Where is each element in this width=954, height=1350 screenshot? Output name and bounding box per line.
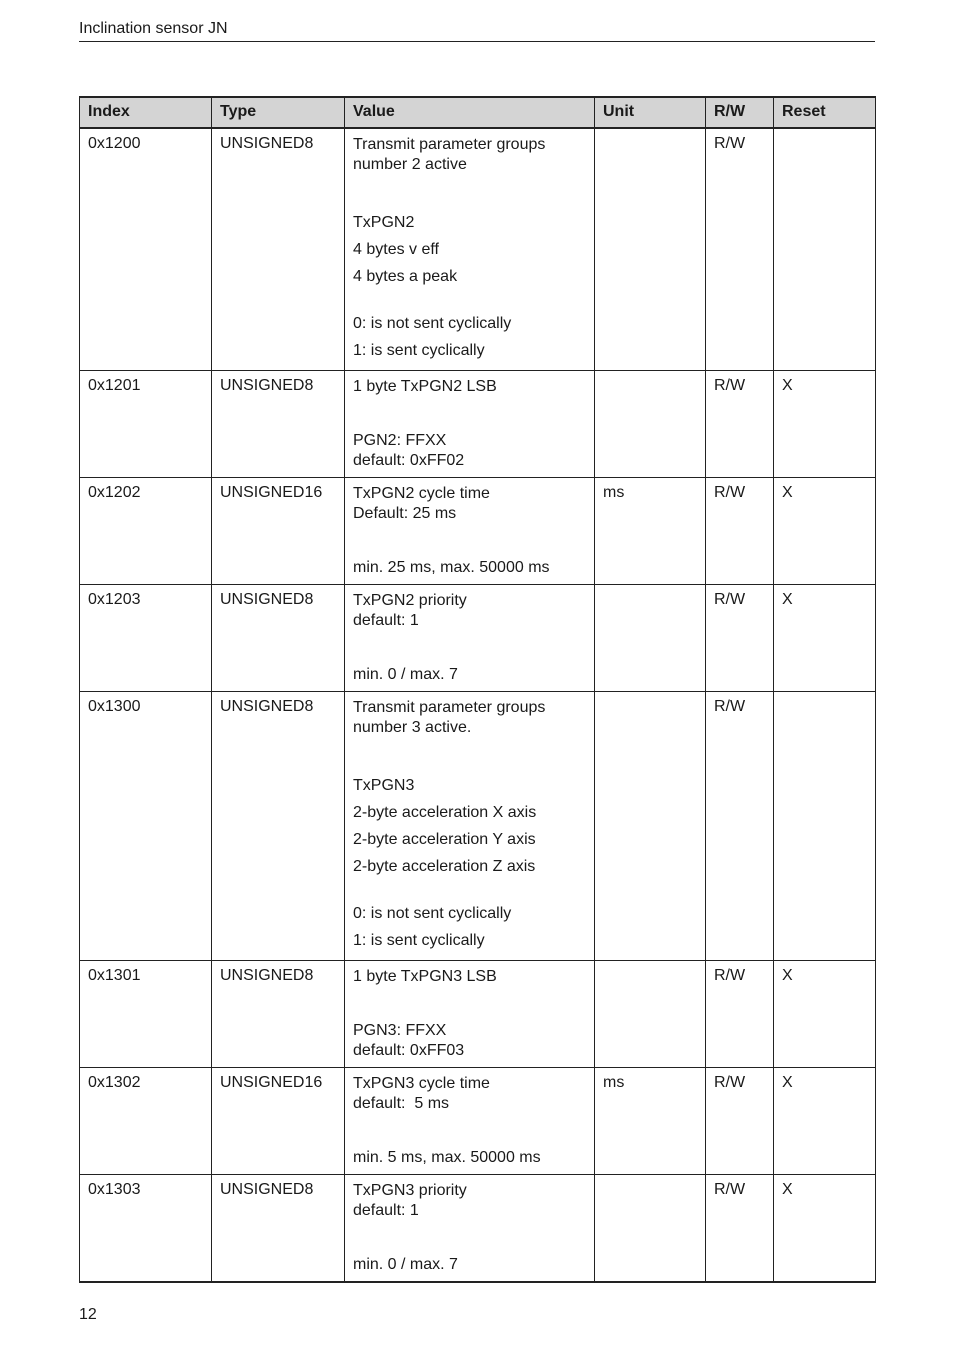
cell-value bbox=[345, 371, 595, 478]
value-line: 1: is sent cyclically bbox=[353, 342, 485, 359]
cell-rw: R/W bbox=[706, 1175, 774, 1283]
table-row bbox=[80, 1068, 876, 1175]
cell-unit: ms bbox=[595, 1068, 706, 1175]
cell-type: UNSIGNED8 bbox=[212, 371, 345, 478]
cell-type: UNSIGNED8 bbox=[212, 961, 345, 1068]
cell-rw: R/W bbox=[706, 371, 774, 478]
value-line: TxPGN2 cycle time bbox=[353, 485, 490, 502]
cell-unit bbox=[595, 585, 706, 692]
cell-type: UNSIGNED8 bbox=[212, 128, 345, 371]
value-line: min. 0 / max. 7 bbox=[353, 666, 458, 683]
value-line: Default: 25 ms bbox=[353, 505, 457, 522]
value-line: 2-byte acceleration Y axis bbox=[353, 831, 536, 848]
value-line: number 2 active bbox=[353, 156, 467, 173]
cell-type: UNSIGNED16 bbox=[212, 1068, 345, 1175]
value-line: number 3 active. bbox=[353, 719, 472, 736]
cell-reset: X bbox=[774, 478, 876, 585]
column-header-unit: Unit bbox=[595, 97, 706, 128]
value-line: TxPGN2 bbox=[353, 214, 415, 231]
cell-unit bbox=[595, 371, 706, 478]
column-header-type: Type bbox=[212, 97, 345, 128]
cell-reset: X bbox=[774, 1068, 876, 1175]
cell-unit bbox=[595, 128, 706, 371]
cell-index: 0x1203 bbox=[80, 585, 212, 692]
value-line: default: 1 bbox=[353, 612, 419, 629]
value-line: 4 bytes v eff bbox=[353, 241, 439, 258]
parameter-table bbox=[79, 96, 876, 1283]
value-line: default: 0xFF02 bbox=[353, 452, 465, 469]
cell-reset: X bbox=[774, 961, 876, 1068]
value-line: PGN2: FFXX bbox=[353, 432, 447, 449]
value-line: 0: is not sent cyclically bbox=[353, 905, 512, 922]
cell-value bbox=[345, 128, 595, 371]
page-header-title: Inclination sensor JN bbox=[79, 20, 875, 42]
table-row bbox=[80, 478, 876, 585]
table-row bbox=[80, 1175, 876, 1283]
cell-index: 0x1301 bbox=[80, 961, 212, 1068]
cell-type: UNSIGNED8 bbox=[212, 1175, 345, 1283]
table-row bbox=[80, 371, 876, 478]
cell-index: 0x1200 bbox=[80, 128, 212, 371]
table-row bbox=[80, 692, 876, 961]
value-line: PGN3: FFXX bbox=[353, 1022, 447, 1039]
cell-reset: X bbox=[774, 1175, 876, 1283]
column-header-rw: R/W bbox=[706, 97, 774, 128]
value-line: min. 25 ms, max. 50000 ms bbox=[353, 559, 550, 576]
cell-rw: R/W bbox=[706, 961, 774, 1068]
value-line: default: 1 bbox=[353, 1202, 419, 1219]
cell-value bbox=[345, 1175, 595, 1283]
value-line: default: 0xFF03 bbox=[353, 1042, 465, 1059]
cell-rw: R/W bbox=[706, 1068, 774, 1175]
table-row bbox=[80, 128, 876, 371]
cell-reset bbox=[774, 692, 876, 961]
value-line: 2-byte acceleration Z axis bbox=[353, 858, 536, 875]
cell-index: 0x1303 bbox=[80, 1175, 212, 1283]
cell-rw: R/W bbox=[706, 585, 774, 692]
cell-type: UNSIGNED8 bbox=[212, 585, 345, 692]
cell-value bbox=[345, 692, 595, 961]
cell-index: 0x1202 bbox=[80, 478, 212, 585]
column-header-index: Index bbox=[80, 97, 212, 128]
value-line: 1: is sent cyclically bbox=[353, 932, 485, 949]
value-line: min. 5 ms, max. 50000 ms bbox=[353, 1149, 541, 1166]
value-line: 2-byte acceleration X axis bbox=[353, 804, 537, 821]
value-line: TxPGN3 priority bbox=[353, 1182, 467, 1199]
cell-unit: ms bbox=[595, 478, 706, 585]
value-line: min. 0 / max. 7 bbox=[353, 1256, 458, 1273]
column-header-value: Value bbox=[345, 97, 595, 128]
value-line: 0: is not sent cyclically bbox=[353, 315, 512, 332]
cell-reset: X bbox=[774, 371, 876, 478]
value-line: TxPGN3 bbox=[353, 777, 415, 794]
cell-unit bbox=[595, 1175, 706, 1283]
cell-unit bbox=[595, 692, 706, 961]
value-line: 1 byte TxPGN2 LSB bbox=[353, 378, 497, 395]
value-line: TxPGN2 priority bbox=[353, 592, 467, 609]
column-header-reset: Reset bbox=[774, 97, 876, 128]
cell-type: UNSIGNED8 bbox=[212, 692, 345, 961]
cell-rw: R/W bbox=[706, 478, 774, 585]
table-row bbox=[80, 961, 876, 1068]
cell-unit bbox=[595, 961, 706, 1068]
cell-reset bbox=[774, 128, 876, 371]
value-line: 4 bytes a peak bbox=[353, 268, 458, 285]
cell-index: 0x1300 bbox=[80, 692, 212, 961]
value-line: default: 5 ms bbox=[353, 1095, 450, 1112]
cell-reset: X bbox=[774, 585, 876, 692]
cell-value bbox=[345, 585, 595, 692]
value-line: 1 byte TxPGN3 LSB bbox=[353, 968, 497, 985]
cell-value bbox=[345, 961, 595, 1068]
cell-index: 0x1201 bbox=[80, 371, 212, 478]
table-row bbox=[80, 585, 876, 692]
value-line: TxPGN3 cycle time bbox=[353, 1075, 490, 1092]
cell-value bbox=[345, 478, 595, 585]
value-line: Transmit parameter groups bbox=[353, 699, 546, 716]
cell-index: 0x1302 bbox=[80, 1068, 212, 1175]
cell-type: UNSIGNED16 bbox=[212, 478, 345, 585]
value-line: Transmit parameter groups bbox=[353, 136, 546, 153]
cell-rw: R/W bbox=[706, 128, 774, 371]
cell-value bbox=[345, 1068, 595, 1175]
table-header-row bbox=[80, 97, 876, 128]
page-number: 12 bbox=[79, 1306, 97, 1323]
cell-rw: R/W bbox=[706, 692, 774, 961]
